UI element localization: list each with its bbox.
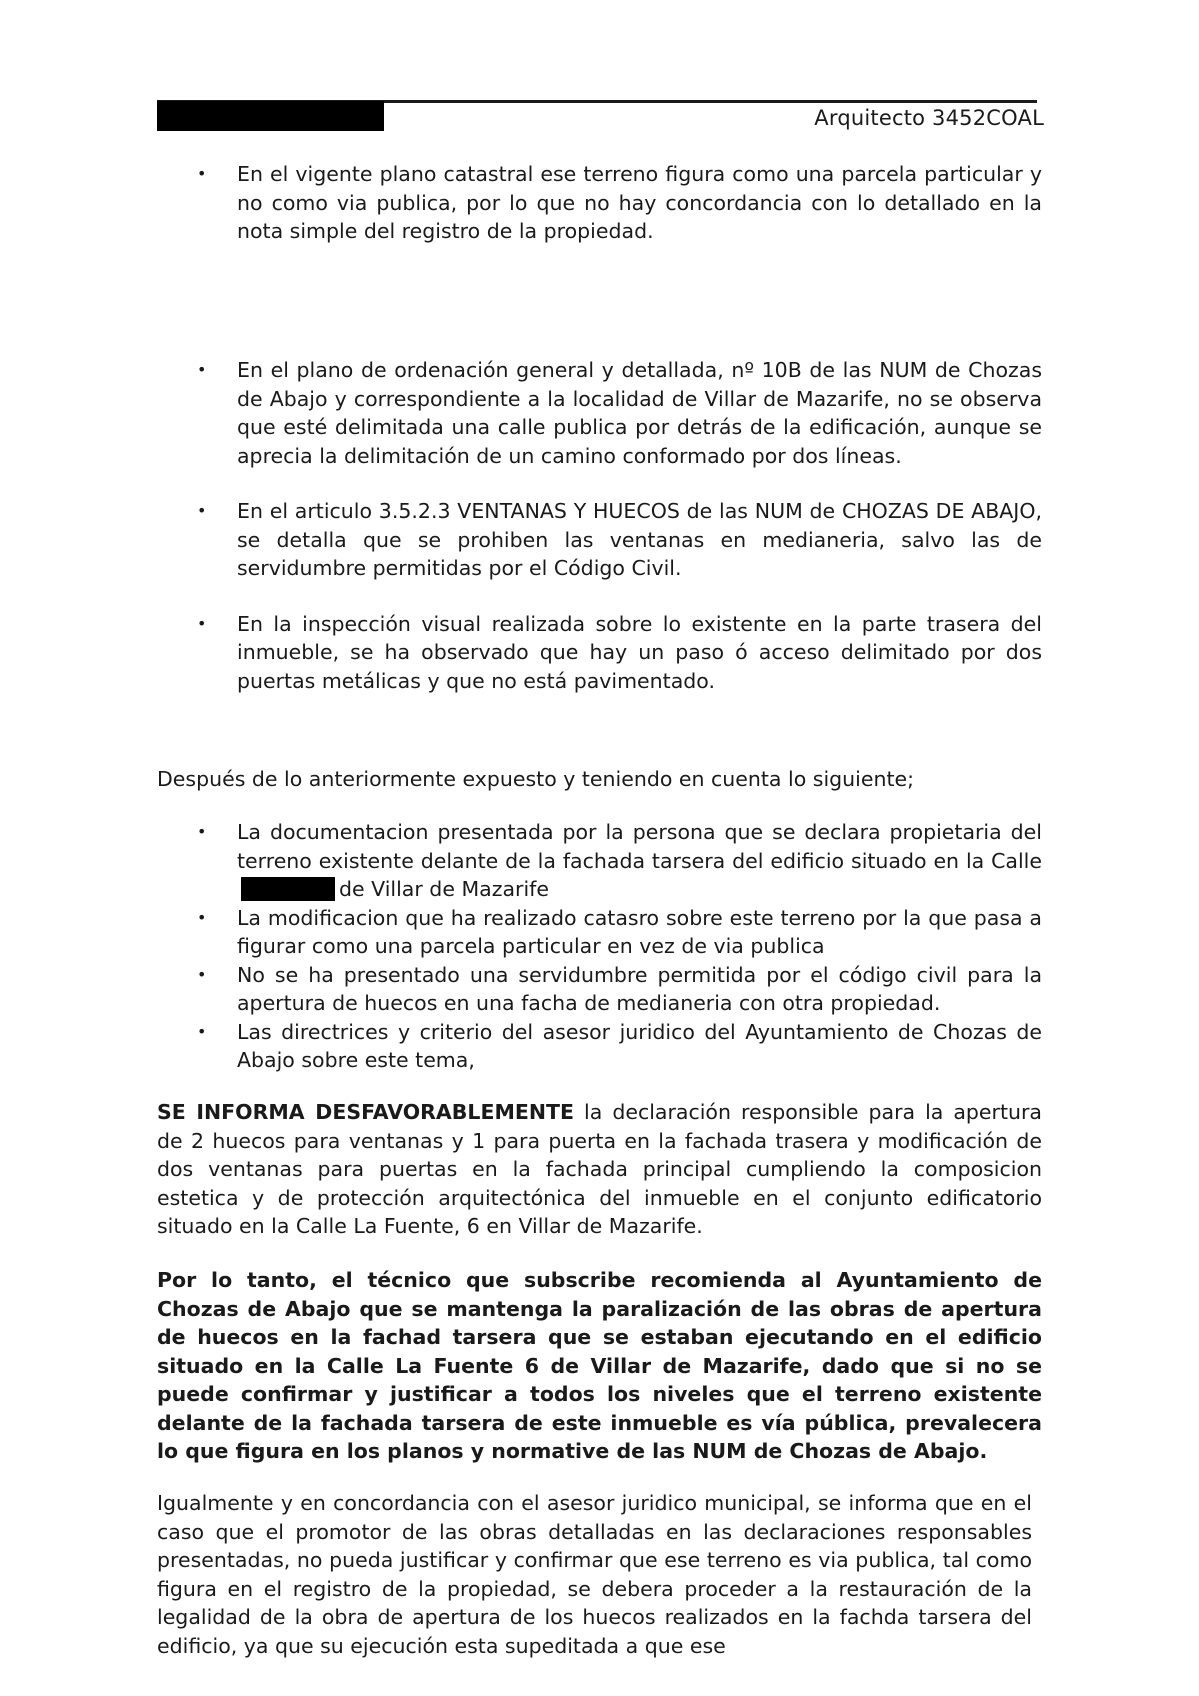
list-item (157, 160, 1042, 246)
report-verdict: SE INFORMA DESFAVORABLEMENTE (157, 1100, 575, 1124)
report-paragraph (157, 1098, 1042, 1241)
bullet-text: La modificacion que ha realizado catasro sobre este terreno por la que pasa a figurar como una parcela particular en vez de via publica (237, 905, 1042, 958)
bullet-icon: • (197, 1021, 207, 1041)
intro-paragraph: Después de lo anteriormente expuesto y teniendo en cuenta lo siguiente; (157, 767, 915, 791)
bullet-icon: • (197, 907, 207, 927)
bullet-text: En el plano de ordenación general y detallada, nº 10B de las NUM de Chozas de Abajo y correspondiente a la localidad de Villar de Mazarife, no se observa que esté delimitada una calle publica por detrás de la edificación, aunque se aprecia la delimitación de un camino conformado por dos líneas. (237, 358, 1042, 468)
redacted-name-block (157, 101, 384, 131)
bullet-icon: • (197, 964, 207, 984)
closing-paragraph: Igualmente y en concordancia con el asesor juridico municipal, se informa que en el caso que el promotor de las obras detalladas en las declaraciones responsables presentadas, no pueda justificar y confirmar que ese terreno es via publica, tal como figura en el registro de la propiedad, se debera proceder a la restauración de la legalidad de la obra de apertura de los huecos realizados en la fachda tarsera del edificio, ya que su ejecución esta supeditada a que ese (157, 1491, 1032, 1658)
considerations-list (157, 818, 1042, 1075)
bullet-icon: • (197, 164, 207, 183)
list-item (157, 497, 1042, 583)
header-title: Arquitecto 3452COAL (814, 106, 1044, 130)
top-bullet-list (157, 160, 1042, 246)
list-item (157, 610, 1042, 696)
findings-bullet-list (157, 356, 1042, 695)
bullet-icon: • (197, 822, 207, 841)
bullet-text: En la inspección visual realizada sobre lo existente en la parte trasera del inmueble, se ha observado que hay un paso ó acceso delimitado por dos puertas metálicas y que no está pavimentado. (237, 611, 1042, 693)
bullet-icon: • (197, 613, 207, 633)
bullet-icon: • (197, 360, 207, 379)
bullet-icon: • (197, 501, 207, 520)
bullet-text: No se ha presentado una servidumbre permitida por el código civil para la apertura de huecos en una facha de medianeria con otra propiedad. (237, 962, 1042, 1015)
bullet-text: La documentacion presentada por la persona que se declara propietaria del terreno existente delante de la fachada tarsera del edificio situado en la Calle (237, 820, 1042, 873)
list-item (157, 818, 1042, 904)
bullet-text: En el articulo 3.5.2.3 VENTANAS Y HUECOS de las NUM de CHOZAS DE ABAJO, se detalla que se prohiben las ventanas en medianeria, salvo las de servidumbre permitidas por el Código Civil. (237, 499, 1042, 580)
bullet-text-continued: de Villar de Mazarife (339, 877, 549, 901)
bullet-text: En el vigente plano catastral ese terreno figura como una parcela particular y no como via publica, por lo que no hay concordancia con lo detallado en la nota simple del registro de la propiedad. (237, 162, 1042, 243)
bullet-text: Las directrices y criterio del asesor juridico del Ayuntamiento de Chozas de Abajo sobre este tema, (237, 1019, 1042, 1072)
recommendation-paragraph: Por lo tanto, el técnico que subscribe recomienda al Ayuntamiento de Chozas de Abajo que se mantenga la paralización de las obras de apertura de huecos en la fachad tarsera que se estaban ejecutando en el edificio situado en la Calle La Fuente 6 de Villar de Mazarife, dado que si no se puede confirmar y justificar a todos los niveles que el terreno existente delante de la fachada tarsera de este inmueble es vía pública, prevalecera lo que figura en los planos y normative de las NUM de Chozas de Abajo. (157, 1268, 1042, 1463)
redacted-street-name (241, 877, 335, 901)
list-item (157, 961, 1042, 1018)
list-item (157, 1018, 1042, 1075)
report-text: la declaración responsible para la apertura de 2 huecos para ventanas y 1 para puerta en la fachada trasera y modificación de dos ventanas para puertas en la fachada principal cumpliendo la composicion estetica y de protección arquitectónica del inmueble en el conjunto edificatorio situado en la Calle La Fuente, 6 en Villar de Mazarife. (157, 1100, 1042, 1238)
list-item (157, 904, 1042, 961)
list-item (157, 356, 1042, 470)
